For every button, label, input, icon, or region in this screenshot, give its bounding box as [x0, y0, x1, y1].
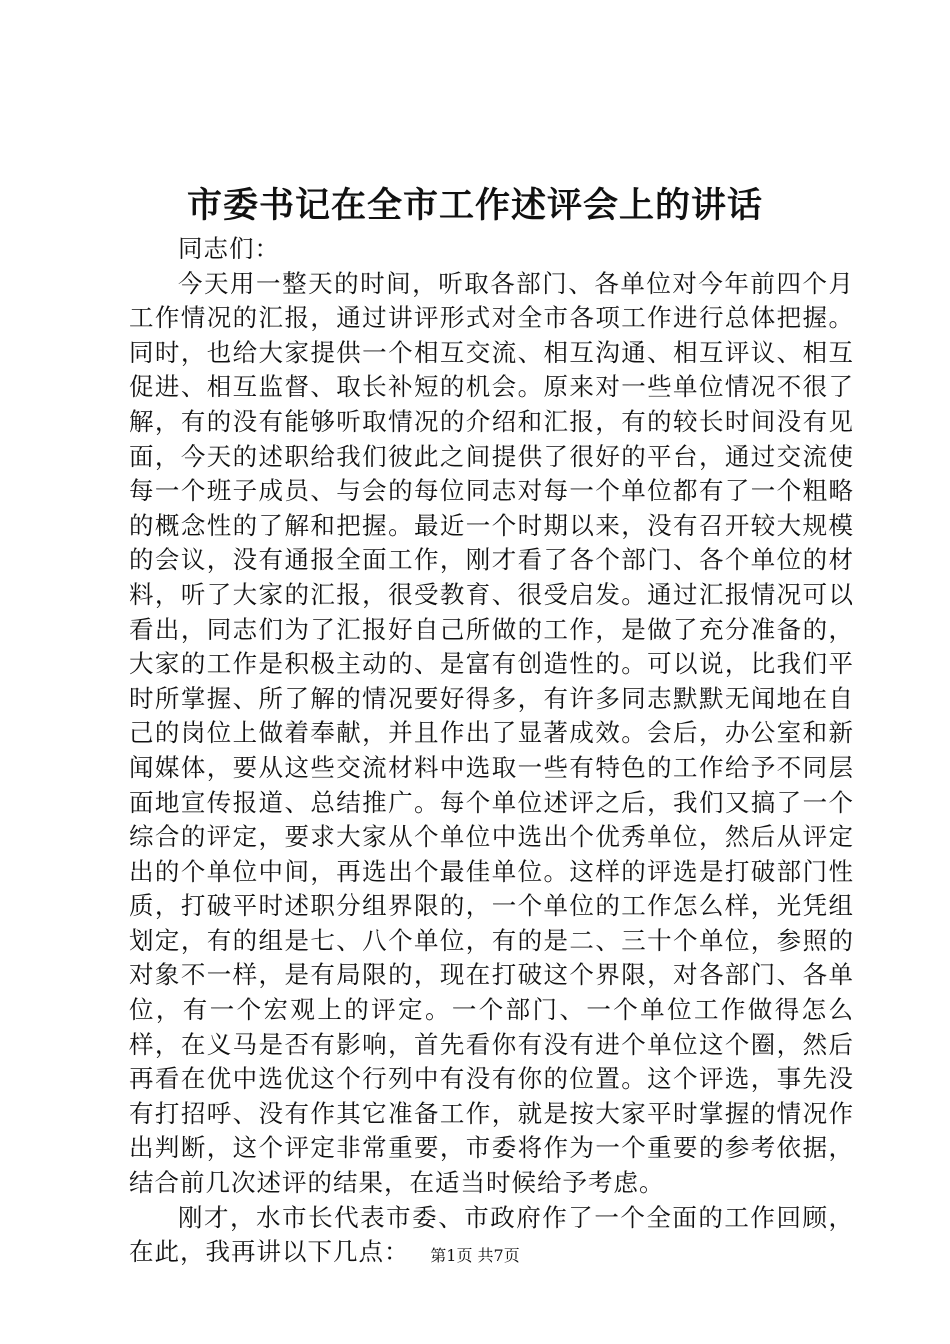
document-title: 市委书记在全市工作述评会上的讲话 — [186, 185, 763, 226]
paragraph: 刚才，水市长代表市委、市政府作了一个全面的工作回顾，在此，我再讲以下几点： — [129, 1202, 854, 1267]
salutation: 同志们： — [178, 234, 280, 263]
document-body — [129, 232, 854, 1270]
page-number: 第1页 共7页 — [430, 1246, 520, 1265]
paragraph: 今天用一整天的时间，听取各部门、各单位对今年前四个月工作情况的汇报，通过讲评形式对全市各项工作进行总体把握。同时，也给大家提供一个相互交流、相互沟通、相互评议、相互促进、相互监督、取长补短的机会。原来对一些单位情况不很了解，有的没有能够听取情况的介绍和汇报，有的较长时间没有见面，今天的述职给我们彼此之间提供了很好的平台，通过交流使每一个班子成员、与会的每位同志对每一个单位都有了一个粗略的概念性的了解和把握。最近一个时期以来，没有召开较大规模的会议，没有通报全面工作，刚才看了各个部门、各个单位的材料，听了大家的汇报，很受教育、很受启发。通过汇报情况可以看出，同志们为了汇报好自己所做的工作，是做了充分准备的，大家的工作是积极主动的、是富有创造性的。可以说，比我们平时所掌握、所了解的情况要好得多，有许多同志默默无闻地在自己的岗位上做着奉献，并且作出了显著成效。会后，办公室和新闻媒体，要从这些交流材料中选取一些有特色的工作给予不同层面地宣传报道、总结推广。每个单位述评之后，我们又搞了一个综合的评定，要求大家从个单位中选出个优秀单位，然后从评定出的个单位中间，再选出个最佳单位。这样的评选是打破部门性质，打破平时述职分组界限的，一个单位的工作怎么样，光凭组划定，有的组是七、八个单位，有的是二、三十个单位，参照的对象不一样，是有局限的，现在打破这个界限，对各部门、各单位，有一个宏观上的评定。一个部门、一个单位工作做得怎么样，在义马是否有影响，首先看你有没有进个单位这个圈，然后再看在优中选优这个行列中有没有你的位置。这个评选，事先没有打招呼、没有作其它准备工作，就是按大家平时掌握的情况作出判断，这个评定非常重要，市委将作为一个重要的参考依据，结合前几次述评的结果，在适当时候给予考虑。 — [129, 268, 854, 1198]
